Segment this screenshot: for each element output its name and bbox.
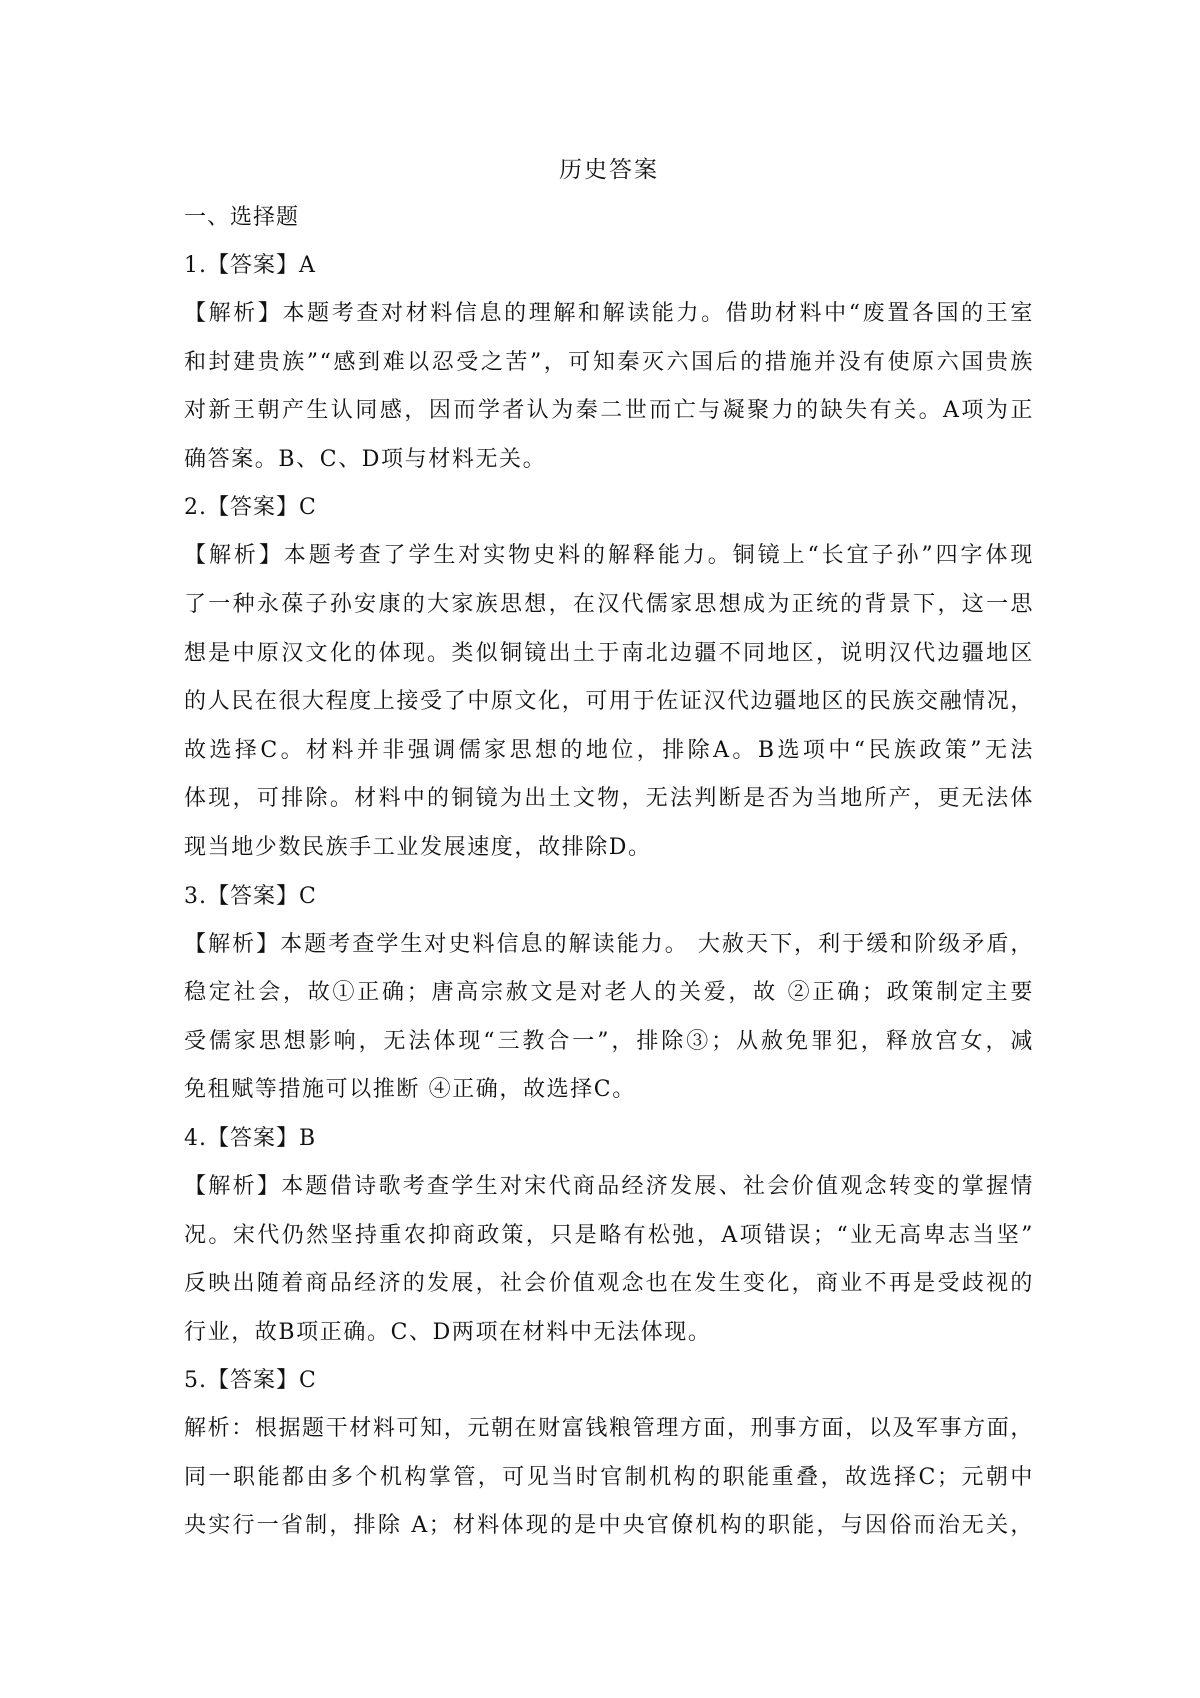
document-page: [184, 146, 1034, 1551]
analysis-line: 体现，可排除。材料中的铜镜为出土文物，无法判断是否为当地所产，更无法体: [184, 786, 1034, 812]
analysis-line: 况。宋代仍然坚持重农抑商政策，只是略有松弛，A项错误；“业无高卑志当坚”: [184, 1222, 1034, 1248]
analysis-line: 【解析】本题考查学生对史料信息的解读能力。 大赦天下，利于缓和阶级矛盾，: [184, 931, 1034, 957]
analysis-line: 行业，故B项正确。C、D两项在材料中无法体现。: [184, 1319, 712, 1345]
answer-line: 4.【答案】B: [184, 1125, 317, 1151]
question-block: [184, 873, 1034, 1115]
analysis-text: [184, 1163, 1034, 1357]
analysis-text: [184, 1405, 1034, 1551]
analysis-line: 免租赋等措施可以推断 ④正确，故选择C。: [184, 1077, 636, 1103]
analysis-line: 【解析】本题考查了学生对实物史料的解释能力。铜镜上“长宜子孙”四字体现: [184, 543, 1034, 569]
analysis-line: 解析：根据题干材料可知，元朝在财富钱粮管理方面，刑事方面，以及军事方面，: [184, 1416, 1034, 1442]
analysis-line: 的人民在很大程度上接受了中原文化，可用于佐证汉代边疆地区的民族交融情况，: [184, 689, 1034, 715]
answer-line: 1.【答案】A: [184, 253, 316, 278]
analysis-text: [184, 290, 1034, 484]
analysis-line: 和封建贵族”“感到难以忍受之苦”，可知秦灭六国后的措施并没有使原六国贵族: [184, 349, 1034, 375]
analysis-line: 稳定社会，故①正确；唐高宗赦文是对老人的关爱，故 ②正确；政策制定主要: [184, 980, 1034, 1006]
analysis-line: 【解析】本题借诗歌考查学生对宋代商品经济发展、社会价值观念转变的掌握情: [184, 1173, 1034, 1199]
answer-line: 3.【答案】C: [184, 883, 317, 909]
analysis-line: 央实行一省制，排除 A；材料体现的是中央官僚机构的职能，与因俗而治无关，: [184, 1513, 1034, 1539]
analysis-line: 【解析】本题考查对材料信息的理解和解读能力。借助材料中“废置各国的王室: [184, 301, 1034, 326]
analysis-line: 确答案。B、C、D项与材料无关。: [184, 446, 547, 472]
question-block: [184, 484, 1034, 872]
question-block: [184, 1357, 1034, 1551]
analysis-text: [184, 921, 1034, 1115]
analysis-line: 想是中原汉文化的体现。类似铜镜出土于南北边疆不同地区，说明汉代边疆地区: [184, 640, 1034, 666]
analysis-line: 反映出随着商品经济的发展，社会价值观念也在发生变化，商业不再是受歧视的: [184, 1271, 1034, 1297]
analysis-line: 同一职能都由多个机构掌管，可见当时官制机构的职能重叠，故选择C；元朝中: [184, 1464, 1034, 1490]
section-heading: 一、选择题: [184, 205, 300, 230]
page-title: 历史答案: [559, 157, 659, 183]
answer-line: 2.【答案】C: [184, 495, 317, 521]
analysis-line: 受儒家思想影响，无法体现“三教合一”，排除③；从赦免罪犯，释放宫女，减: [184, 1028, 1034, 1054]
question-block: [184, 242, 1034, 484]
analysis-line: 故选择C。材料并非强调儒家思想的地位，排除A。B选项中“民族政策”无法: [184, 737, 1034, 763]
analysis-line: 了一种永葆子孙安康的大家族思想，在汉代儒家思想成为正统的背景下，这一思: [184, 591, 1034, 617]
answer-line: 5.【答案】C: [184, 1368, 317, 1394]
analysis-text: [184, 532, 1034, 872]
analysis-line: 现当地少数民族手工业发展速度，故排除D。: [184, 834, 652, 860]
analysis-line: 对新王朝产生认同感，因而学者认为秦二世而亡与凝聚力的缺失有关。A项为正: [184, 398, 1034, 424]
question-block: [184, 1115, 1034, 1357]
